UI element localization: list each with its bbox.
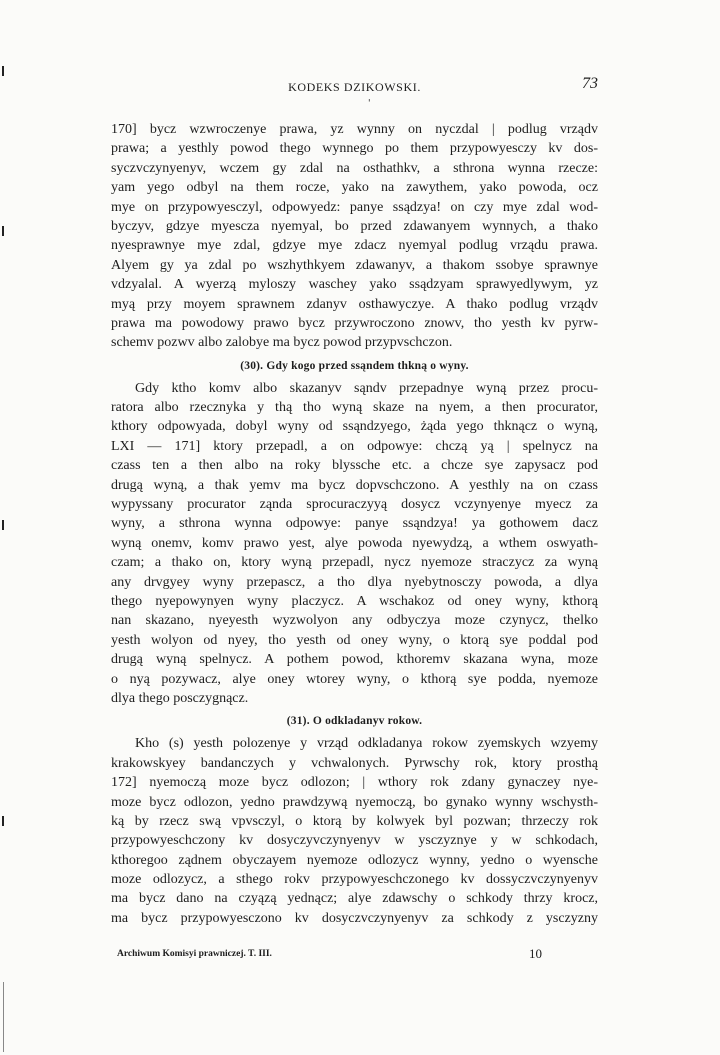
text-line: mye on przypowyesczyl, odpowyedz: panye ssądzya! on czy mye zdal wod- — [111, 199, 598, 215]
scan-edge-mark — [2, 816, 4, 826]
footer-source: Archiwum Komisyi prawniczej. T. III. — [117, 949, 272, 959]
scan-edge-line — [3, 982, 4, 1052]
signature-mark: 10 — [529, 946, 542, 961]
text-line: wypyssany procurator ząnda sprocuraczyyą dosycz vczynyenye myecz za — [111, 497, 598, 513]
page-number: 73 — [582, 75, 598, 92]
text-line: przypowyeschczony kv dosyczyvczynyenyv w ysczyznye y w schkodach, — [111, 833, 598, 849]
text-line: czam; a thako on, ktory wyną przepadl, nycz nyemoze straczycz za wyną — [111, 555, 598, 571]
scan-edge-mark — [2, 520, 4, 530]
text-line: ma bycz przypowyesczono kv dosyczvczynyenyv za schkody z ysczyzny — [111, 910, 598, 926]
text-line: byczyv, gdzye myescza nyemyal, bo przed zdawanyem wynnych, a thako — [111, 218, 598, 234]
text-line: drugą wyną spelnycz. A pothem powod, kthoremv skazana wyna, moze — [111, 652, 598, 668]
text-line: ką by rzecz swą vpvsczyl, o ktorą by kolwyek byl pozwan; thrzeczy rok — [111, 813, 598, 829]
text-line: moze bycz odlozon, yedno prawdzywą nyemoczą, bo gynako wynny wschysth- — [111, 794, 598, 810]
section-heading-31: (31). O odkladanyv rokow. — [286, 715, 423, 728]
text-line: drugą wyną, a thak yemv ma bycz dopvschczono. A yesthly na on czass — [111, 477, 598, 493]
scan-edge-mark — [2, 66, 4, 76]
text-line: myą przy moyem sprawnem zdanyv osthawyczye. A thako podlug vrządv — [111, 296, 598, 312]
text-line: prawa ma powodowy prawo bycz przywroczono znowv, tho yesth kv pyrw- — [111, 315, 598, 331]
header-mark: ' — [368, 99, 371, 109]
text-line: dlya thego posczygnącz. — [111, 690, 249, 706]
text-line: o nyą pozywacz, alye oney wtorey wyny, o kthorą sye podda, nyemoze — [111, 671, 598, 687]
text-line: czass ten a then albo na roky blyssche etc. a chcze sye zapysacz pod — [111, 458, 598, 474]
text-line: thego nyepowynyen wyny placzycz. A wschakoz od oney wyny, kthorą — [111, 593, 598, 609]
paragraph-continuation — [111, 120, 598, 928]
running-header — [111, 75, 598, 100]
text-line: kthory odpowyada, dobyl wyny od ssąndzyego, żąda yego thknącz o wyną, — [111, 419, 598, 435]
text-line: ma bycz dano na czyązą yednącz; alye zdawschy o schkody thrzy krocz, — [111, 891, 598, 907]
text-line: schemv pozwv albo zalobye ma bycz powod przypvschczon. — [111, 335, 453, 351]
page-footer — [117, 946, 542, 965]
text-line: 170] bycz wzwroczenye prawa, yz wynny on nyczdal | podlug vrządv — [111, 122, 598, 137]
text-line: Gdy ktho komv albo skazanyv sąndv przepadnye wyną przez procu- — [135, 380, 598, 396]
text-line: yam yego odbyl na them rocze, yako na zawythem, yako powoda, ocz — [111, 180, 598, 196]
text-line: LXI — 171] ktory przepadl, a on odpowye: chczą yą | spelnycz na — [111, 438, 598, 454]
text-line: krakowskyey bandanczych y vchwalonych. Pyrwschy rok, ktory prosthą — [111, 755, 598, 771]
text-line: Kho (s) yesth polozenye y vrząd odkladanya rokow zyemskych wzyemy — [135, 736, 598, 752]
running-title: KODEKS DZIKOWSKI. — [288, 80, 421, 94]
text-line: wyny, a sthrona wynna odpowye: panye ssąndzya! ya gothowem dacz — [111, 516, 598, 532]
text-line: ratora albo rzecznyka y thą tho wyną skaze na nyem, a then procurator, — [111, 400, 598, 416]
text-line: yesth wolyon od nyey, tho yesth od oney wyny, o ktorą sye poddal pod — [111, 632, 598, 648]
text-line: Alyem gy ya zdal po wszhythkyem zdawanyv, a thakom ssobye sprawnye — [111, 257, 598, 273]
text-line: kthoregoo ządnem obyczayem nyemoze odlozycz wynny, yedno o wyensche — [111, 852, 598, 868]
text-line: nan skazano, nyeyesth wyzwolyon any odbyczya moze czynycz, thelko — [111, 613, 598, 629]
scan-edge-mark — [2, 226, 4, 236]
text-line: 172] nyemoczą moze bycz odlozon; | wthory rok zdany gynaczey nye- — [111, 775, 598, 791]
text-line: moze odlozycz, a sthego rokv przypowyeschczonego kv dossyczvczynyenyv — [111, 872, 598, 888]
text-line: nyesprawnye mye zdal, gdzye mye zdacz nyemyal podlug vrządu prawa. — [111, 238, 598, 254]
text-line: prawa; a yesthly powod thego wynnego po them przypowyesczy kv dos- — [111, 141, 598, 157]
text-line: wyną onemv, komv prawo yest, alye powoda nyewydzą, a wthem oswyath- — [111, 535, 598, 551]
text-line: any drvgyey wyny przepascz, a tho dlya nyebytnosczy powoda, a dlya — [111, 574, 598, 590]
section-heading-30: (30). Gdy kogo przed ssąndem thkną o wyny. — [240, 359, 469, 372]
text-line: syczvczynyenyv, wczem gy zdal na osthathkv, a sthrona wynna rzecze: — [111, 160, 598, 176]
text-line: vdzyalal. A wyerzą myloszy waschey yako ssądzyam sprawyedlywym, yz — [111, 277, 598, 293]
